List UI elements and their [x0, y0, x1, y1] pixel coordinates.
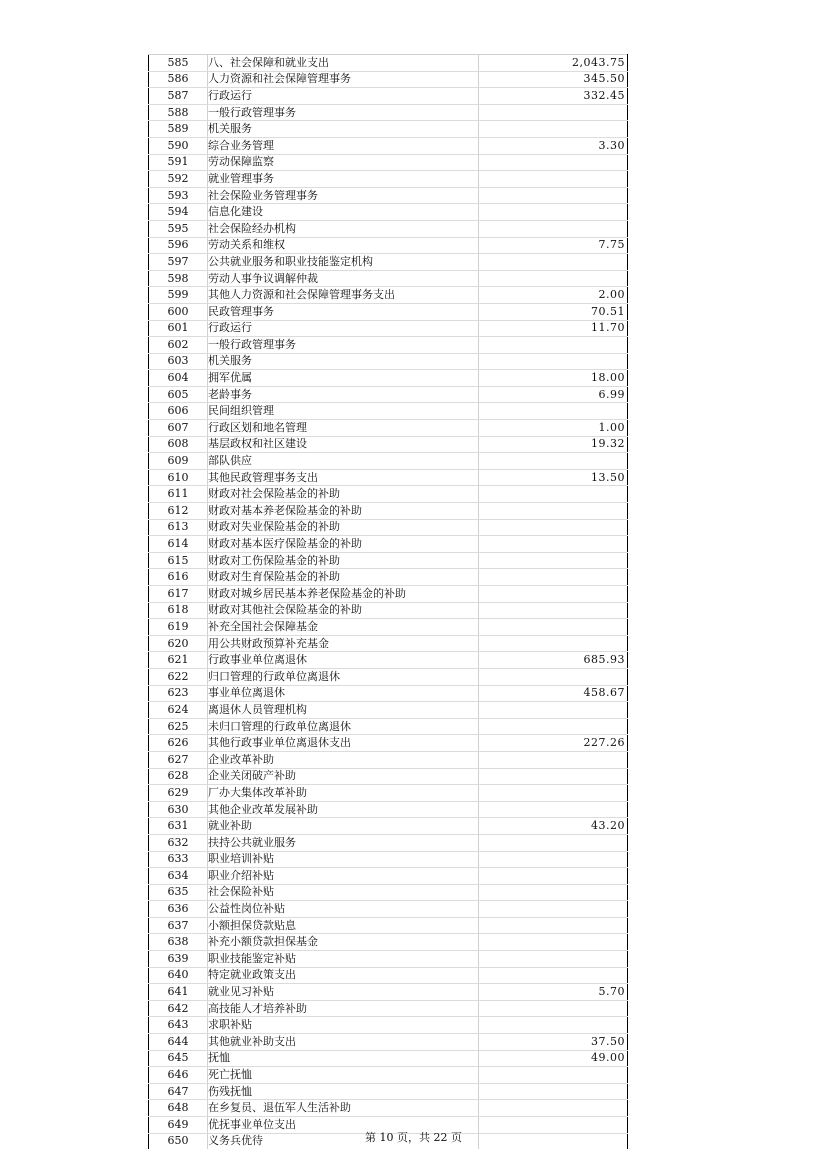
table-row	[149, 652, 628, 669]
table-row	[149, 287, 628, 304]
item-name: 信息化建设	[208, 204, 479, 221]
table-row	[149, 984, 628, 1001]
table-row	[149, 1050, 628, 1067]
item-amount	[479, 868, 628, 885]
row-number: 585	[149, 55, 208, 72]
table-row	[149, 685, 628, 702]
item-name: 就业管理事务	[208, 171, 479, 188]
item-amount	[479, 1100, 628, 1117]
row-number: 634	[149, 868, 208, 885]
item-name: 民间组织管理	[208, 403, 479, 420]
item-amount	[479, 851, 628, 868]
item-amount: 332.45	[479, 88, 628, 105]
item-name: 财政对城乡居民基本养老保险基金的补助	[208, 586, 479, 603]
item-amount	[479, 702, 628, 719]
row-number: 621	[149, 652, 208, 669]
row-number: 631	[149, 818, 208, 835]
table-row	[149, 951, 628, 968]
item-name: 财政对生育保险基金的补助	[208, 569, 479, 586]
item-name: 社会保险补贴	[208, 884, 479, 901]
table-row	[149, 121, 628, 138]
item-name: 其他行政事业单位离退休支出	[208, 735, 479, 752]
row-number: 636	[149, 901, 208, 918]
row-number: 607	[149, 420, 208, 437]
item-name: 部队供应	[208, 453, 479, 470]
table-row	[149, 834, 628, 851]
row-number: 603	[149, 353, 208, 370]
item-name: 伤残抚恤	[208, 1083, 479, 1100]
item-name: 人力资源和社会保障管理事务	[208, 71, 479, 88]
item-amount	[479, 801, 628, 818]
item-name: 财政对基本医疗保险基金的补助	[208, 536, 479, 553]
item-amount	[479, 768, 628, 785]
item-amount: 2.00	[479, 287, 628, 304]
item-amount	[479, 270, 628, 287]
item-amount: 11.70	[479, 320, 628, 337]
row-number: 643	[149, 1017, 208, 1034]
row-number: 591	[149, 154, 208, 171]
item-name: 其他民政管理事务支出	[208, 469, 479, 486]
item-name: 在乡复员、退伍军人生活补助	[208, 1100, 479, 1117]
item-name: 用公共财政预算补充基金	[208, 635, 479, 652]
item-amount: 70.51	[479, 303, 628, 320]
row-number: 649	[149, 1117, 208, 1134]
row-number: 618	[149, 602, 208, 619]
item-name: 拥军优属	[208, 370, 479, 387]
item-amount: 43.20	[479, 818, 628, 835]
row-number: 622	[149, 668, 208, 685]
item-amount	[479, 934, 628, 951]
item-name: 行政运行	[208, 320, 479, 337]
table-row	[149, 751, 628, 768]
item-name: 特定就业政策支出	[208, 967, 479, 984]
row-number: 609	[149, 453, 208, 470]
row-number: 595	[149, 220, 208, 237]
item-name: 行政事业单位离退休	[208, 652, 479, 669]
item-amount: 18.00	[479, 370, 628, 387]
row-number: 604	[149, 370, 208, 387]
item-name: 企业关闭破产补助	[208, 768, 479, 785]
table-row	[149, 71, 628, 88]
row-number: 635	[149, 884, 208, 901]
row-number: 586	[149, 71, 208, 88]
row-number: 597	[149, 254, 208, 271]
row-number: 587	[149, 88, 208, 105]
budget-table	[148, 54, 628, 1149]
row-number: 644	[149, 1034, 208, 1051]
item-amount	[479, 337, 628, 354]
row-number: 617	[149, 586, 208, 603]
row-number: 650	[149, 1133, 208, 1149]
item-amount	[479, 901, 628, 918]
table-row	[149, 187, 628, 204]
item-amount	[479, 1000, 628, 1017]
item-name: 劳动人事争议调解仲裁	[208, 270, 479, 287]
item-amount: 19.32	[479, 436, 628, 453]
item-name: 公益性岗位补贴	[208, 901, 479, 918]
table-row	[149, 635, 628, 652]
item-amount	[479, 602, 628, 619]
item-amount	[479, 353, 628, 370]
item-amount	[479, 569, 628, 586]
table-row	[149, 718, 628, 735]
row-number: 594	[149, 204, 208, 221]
table-row	[149, 353, 628, 370]
row-number: 633	[149, 851, 208, 868]
row-number: 624	[149, 702, 208, 719]
item-name: 补充小额贷款担保基金	[208, 934, 479, 951]
table-row	[149, 768, 628, 785]
row-number: 605	[149, 386, 208, 403]
budget-table-body	[149, 55, 628, 1150]
table-row	[149, 702, 628, 719]
item-name: 基层政权和社区建设	[208, 436, 479, 453]
row-number: 619	[149, 619, 208, 636]
item-name: 企业改革补助	[208, 751, 479, 768]
row-number: 614	[149, 536, 208, 553]
table-row	[149, 254, 628, 271]
item-name: 老龄事务	[208, 386, 479, 403]
item-name: 一般行政管理事务	[208, 337, 479, 354]
item-name: 归口管理的行政单位离退休	[208, 668, 479, 685]
row-number: 637	[149, 917, 208, 934]
item-amount	[479, 917, 628, 934]
table-row	[149, 1000, 628, 1017]
row-number: 626	[149, 735, 208, 752]
item-amount: 2,043.75	[479, 55, 628, 72]
item-name: 职业技能鉴定补贴	[208, 951, 479, 968]
row-number: 638	[149, 934, 208, 951]
item-amount	[479, 884, 628, 901]
table-row	[149, 602, 628, 619]
row-number: 588	[149, 104, 208, 121]
item-amount	[479, 751, 628, 768]
table-row	[149, 668, 628, 685]
item-name: 优抚事业单位支出	[208, 1117, 479, 1134]
row-number: 615	[149, 552, 208, 569]
item-amount	[479, 220, 628, 237]
item-amount	[479, 486, 628, 503]
item-name: 其他就业补助支出	[208, 1034, 479, 1051]
row-number: 645	[149, 1050, 208, 1067]
item-name: 劳动关系和维权	[208, 237, 479, 254]
table-row	[149, 519, 628, 536]
row-number: 589	[149, 121, 208, 138]
table-row	[149, 237, 628, 254]
table-row	[149, 137, 628, 154]
item-amount: 1.00	[479, 420, 628, 437]
table-row	[149, 88, 628, 105]
table-row	[149, 1017, 628, 1034]
item-name: 八、社会保障和就业支出	[208, 55, 479, 72]
item-amount: 49.00	[479, 1050, 628, 1067]
page-footer: 第 10 页，共 22 页	[365, 1131, 462, 1144]
table-row	[149, 536, 628, 553]
item-amount: 5.70	[479, 984, 628, 1001]
row-number: 616	[149, 569, 208, 586]
item-amount	[479, 619, 628, 636]
row-number: 592	[149, 171, 208, 188]
table-row	[149, 569, 628, 586]
table-row	[149, 436, 628, 453]
row-number: 598	[149, 270, 208, 287]
item-name: 离退休人员管理机构	[208, 702, 479, 719]
item-amount	[479, 718, 628, 735]
row-number: 596	[149, 237, 208, 254]
table-row	[149, 503, 628, 520]
item-amount: 227.26	[479, 735, 628, 752]
item-amount	[479, 187, 628, 204]
row-number: 613	[149, 519, 208, 536]
table-row	[149, 486, 628, 503]
item-name: 高技能人才培养补助	[208, 1000, 479, 1017]
item-amount: 345.50	[479, 71, 628, 88]
row-number: 612	[149, 503, 208, 520]
item-name: 财政对其他社会保险基金的补助	[208, 602, 479, 619]
table-row	[149, 619, 628, 636]
table-row	[149, 55, 628, 72]
row-number: 646	[149, 1067, 208, 1084]
item-amount	[479, 254, 628, 271]
item-name: 财政对社会保险基金的补助	[208, 486, 479, 503]
table-row	[149, 1034, 628, 1051]
table-row	[149, 884, 628, 901]
item-amount: 37.50	[479, 1034, 628, 1051]
item-amount	[479, 1083, 628, 1100]
table-row	[149, 270, 628, 287]
item-name: 机关服务	[208, 353, 479, 370]
item-amount	[479, 785, 628, 802]
table-row	[149, 801, 628, 818]
row-number: 601	[149, 320, 208, 337]
table-row	[149, 785, 628, 802]
item-name: 死亡抚恤	[208, 1067, 479, 1084]
row-number: 625	[149, 718, 208, 735]
item-amount	[479, 967, 628, 984]
table-row	[149, 1083, 628, 1100]
row-number: 600	[149, 303, 208, 320]
row-number: 611	[149, 486, 208, 503]
item-amount: 685.93	[479, 652, 628, 669]
item-name: 民政管理事务	[208, 303, 479, 320]
table-row	[149, 967, 628, 984]
row-number: 610	[149, 469, 208, 486]
row-number: 628	[149, 768, 208, 785]
item-name: 财政对基本养老保险基金的补助	[208, 503, 479, 520]
item-name: 扶持公共就业服务	[208, 834, 479, 851]
item-amount: 7.75	[479, 237, 628, 254]
item-name: 综合业务管理	[208, 137, 479, 154]
item-amount: 458.67	[479, 685, 628, 702]
item-name: 财政对失业保险基金的补助	[208, 519, 479, 536]
item-name: 求职补贴	[208, 1017, 479, 1034]
item-name: 劳动保障监察	[208, 154, 479, 171]
item-amount	[479, 1067, 628, 1084]
item-name: 其他人力资源和社会保障管理事务支出	[208, 287, 479, 304]
item-amount	[479, 552, 628, 569]
item-name: 事业单位离退休	[208, 685, 479, 702]
item-amount	[479, 536, 628, 553]
table-row	[149, 403, 628, 420]
item-name: 抚恤	[208, 1050, 479, 1067]
table-row	[149, 735, 628, 752]
row-number: 642	[149, 1000, 208, 1017]
row-number: 641	[149, 984, 208, 1001]
item-amount	[479, 503, 628, 520]
table-row	[149, 104, 628, 121]
item-amount	[479, 668, 628, 685]
row-number: 632	[149, 834, 208, 851]
item-amount: 13.50	[479, 469, 628, 486]
row-number: 629	[149, 785, 208, 802]
item-amount: 3.30	[479, 137, 628, 154]
item-amount	[479, 834, 628, 851]
item-amount	[479, 204, 628, 221]
item-name: 义务兵优待	[208, 1133, 479, 1149]
row-number: 620	[149, 635, 208, 652]
table-row	[149, 901, 628, 918]
row-number: 608	[149, 436, 208, 453]
table-row	[149, 1100, 628, 1117]
item-name: 财政对工伤保险基金的补助	[208, 552, 479, 569]
row-number: 630	[149, 801, 208, 818]
table-row	[149, 934, 628, 951]
item-name: 社会保险经办机构	[208, 220, 479, 237]
row-number: 647	[149, 1083, 208, 1100]
item-name: 未归口管理的行政单位离退休	[208, 718, 479, 735]
row-number: 627	[149, 751, 208, 768]
table-row	[149, 818, 628, 835]
table-row	[149, 370, 628, 387]
item-amount	[479, 951, 628, 968]
item-amount: 6.99	[479, 386, 628, 403]
item-name: 机关服务	[208, 121, 479, 138]
row-number: 602	[149, 337, 208, 354]
table-row	[149, 420, 628, 437]
table-row	[149, 337, 628, 354]
item-amount	[479, 403, 628, 420]
row-number: 648	[149, 1100, 208, 1117]
item-name: 职业培训补贴	[208, 851, 479, 868]
item-name: 就业补助	[208, 818, 479, 835]
item-amount	[479, 519, 628, 536]
table-row	[149, 453, 628, 470]
table-row	[149, 204, 628, 221]
item-name: 行政区划和地名管理	[208, 420, 479, 437]
table-row	[149, 552, 628, 569]
item-name: 一般行政管理事务	[208, 104, 479, 121]
table-row	[149, 386, 628, 403]
item-name: 社会保险业务管理事务	[208, 187, 479, 204]
row-number: 640	[149, 967, 208, 984]
item-name: 其他企业改革发展补助	[208, 801, 479, 818]
item-name: 职业介绍补贴	[208, 868, 479, 885]
item-amount	[479, 154, 628, 171]
item-name: 公共就业服务和职业技能鉴定机构	[208, 254, 479, 271]
row-number: 623	[149, 685, 208, 702]
table-row	[149, 469, 628, 486]
row-number: 606	[149, 403, 208, 420]
table-row	[149, 303, 628, 320]
table-row	[149, 851, 628, 868]
row-number: 639	[149, 951, 208, 968]
row-number: 599	[149, 287, 208, 304]
table-row	[149, 1067, 628, 1084]
item-name: 就业见习补贴	[208, 984, 479, 1001]
item-amount	[479, 171, 628, 188]
item-name: 厂办大集体改革补助	[208, 785, 479, 802]
item-amount	[479, 453, 628, 470]
item-amount	[479, 121, 628, 138]
table-row	[149, 868, 628, 885]
item-name: 行政运行	[208, 88, 479, 105]
item-amount	[479, 635, 628, 652]
table-row	[149, 154, 628, 171]
table-row	[149, 917, 628, 934]
row-number: 590	[149, 137, 208, 154]
table-row	[149, 320, 628, 337]
table-row	[149, 220, 628, 237]
item-name: 补充全国社会保障基金	[208, 619, 479, 636]
table-row	[149, 171, 628, 188]
item-amount	[479, 104, 628, 121]
table-row	[149, 586, 628, 603]
row-number: 593	[149, 187, 208, 204]
item-amount	[479, 586, 628, 603]
item-name: 小额担保贷款贴息	[208, 917, 479, 934]
item-amount	[479, 1017, 628, 1034]
